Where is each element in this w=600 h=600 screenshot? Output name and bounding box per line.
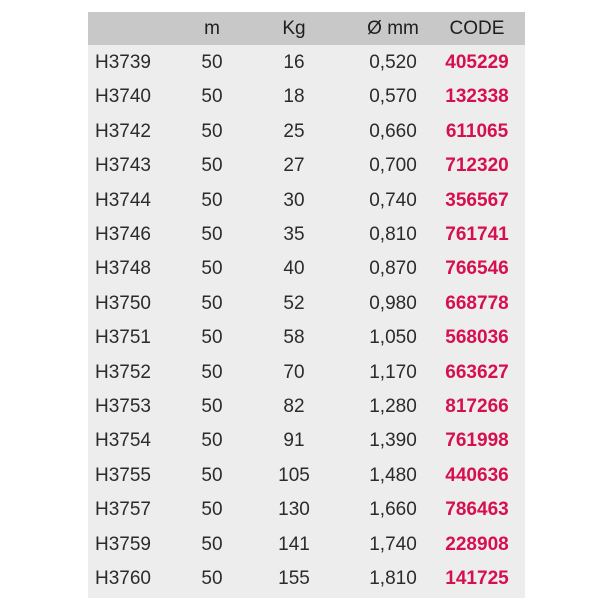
cell-ref: H3751 xyxy=(95,327,151,349)
cell-diameter: 1,390 xyxy=(369,430,417,452)
table-row xyxy=(88,562,525,596)
cell-ref: H3742 xyxy=(95,120,151,142)
cell-m: 50 xyxy=(201,258,223,280)
cell-m: 50 xyxy=(201,361,223,383)
table-row xyxy=(88,287,525,321)
table-row xyxy=(88,390,525,424)
table-header-row xyxy=(88,12,525,45)
cell-ref: H3739 xyxy=(95,52,151,73)
cell-m: 50 xyxy=(201,155,223,177)
header-kg: Kg xyxy=(282,17,306,39)
cell-m: 50 xyxy=(201,396,223,417)
table-row xyxy=(88,115,525,149)
cell-kg: 40 xyxy=(283,258,305,280)
cell-kg: 52 xyxy=(283,292,305,314)
cell-m: 50 xyxy=(201,327,223,349)
cell-ref: H3753 xyxy=(95,396,151,417)
cell-ref: H3757 xyxy=(95,499,151,521)
cell-code: 766546 xyxy=(445,258,509,280)
cell-code: 568036 xyxy=(445,327,509,349)
cell-code: 356567 xyxy=(445,189,509,211)
cell-kg: 30 xyxy=(283,189,305,211)
cell-diameter: 0,520 xyxy=(369,52,417,73)
cell-ref: H3760 xyxy=(95,568,151,589)
cell-diameter: 1,480 xyxy=(369,464,417,486)
cell-code: 663627 xyxy=(445,361,509,383)
header-m: m xyxy=(204,17,220,39)
cell-kg: 91 xyxy=(283,430,305,452)
table-row xyxy=(88,252,525,286)
cell-diameter: 1,810 xyxy=(369,568,417,589)
cell-kg: 58 xyxy=(283,327,305,349)
cell-code: 228908 xyxy=(445,533,509,555)
cell-code: 786463 xyxy=(445,499,509,521)
cell-code: 817266 xyxy=(445,396,509,417)
cell-diameter: 0,980 xyxy=(369,292,417,314)
cell-diameter: 0,810 xyxy=(369,224,417,245)
cell-ref: H3754 xyxy=(95,430,151,452)
cell-kg: 27 xyxy=(283,155,305,177)
table-row xyxy=(88,218,525,252)
table-row xyxy=(88,356,525,390)
cell-kg: 18 xyxy=(283,86,305,108)
cell-code: 761741 xyxy=(445,224,509,245)
cell-diameter: 1,050 xyxy=(369,327,417,349)
cell-code: 668778 xyxy=(445,292,509,314)
cell-m: 50 xyxy=(201,430,223,452)
cell-m: 50 xyxy=(201,499,223,521)
cell-ref: H3750 xyxy=(95,292,151,314)
cell-m: 50 xyxy=(201,464,223,486)
table-row xyxy=(88,184,525,218)
cell-code: 761998 xyxy=(445,430,509,452)
header-ref xyxy=(95,12,175,45)
cell-kg: 25 xyxy=(283,120,305,142)
cell-ref: H3748 xyxy=(95,258,151,280)
cell-diameter: 0,570 xyxy=(369,86,417,108)
cell-m: 50 xyxy=(201,52,223,73)
cell-code: 611065 xyxy=(445,120,509,142)
cell-ref: H3755 xyxy=(95,464,151,486)
header-diameter: Ø mm xyxy=(367,17,419,39)
cell-kg: 155 xyxy=(278,568,310,589)
cell-m: 50 xyxy=(201,120,223,142)
table-row xyxy=(88,80,525,114)
cell-ref: H3743 xyxy=(95,155,151,177)
cell-code: 712320 xyxy=(445,155,509,177)
cell-ref: H3744 xyxy=(95,189,151,211)
cell-kg: 70 xyxy=(283,361,305,383)
cell-diameter: 0,740 xyxy=(369,189,417,211)
cell-diameter: 0,700 xyxy=(369,155,417,177)
cell-code: 405229 xyxy=(445,52,509,73)
cell-m: 50 xyxy=(201,224,223,245)
cell-kg: 105 xyxy=(278,464,310,486)
cell-ref: H3752 xyxy=(95,361,151,383)
cell-diameter: 0,870 xyxy=(369,258,417,280)
cell-kg: 35 xyxy=(283,224,305,245)
table-row xyxy=(88,424,525,458)
cell-code: 141725 xyxy=(445,568,509,589)
cell-diameter: 1,170 xyxy=(369,361,417,383)
cell-code: 440636 xyxy=(445,464,509,486)
cell-code: 132338 xyxy=(445,86,509,108)
header-code: CODE xyxy=(449,17,505,39)
cell-kg: 130 xyxy=(278,499,310,521)
table-row xyxy=(88,493,525,527)
cell-ref: H3759 xyxy=(95,533,151,555)
spec-table xyxy=(88,12,525,598)
cell-kg: 82 xyxy=(283,396,305,417)
table-row xyxy=(88,149,525,183)
cell-m: 50 xyxy=(201,189,223,211)
cell-m: 50 xyxy=(201,86,223,108)
cell-kg: 16 xyxy=(283,52,305,73)
cell-m: 50 xyxy=(201,292,223,314)
table-row xyxy=(88,46,525,80)
cell-diameter: 0,660 xyxy=(369,120,417,142)
cell-m: 50 xyxy=(201,533,223,555)
cell-diameter: 1,280 xyxy=(369,396,417,417)
cell-diameter: 1,740 xyxy=(369,533,417,555)
cell-ref: H3740 xyxy=(95,86,151,108)
table-row xyxy=(88,459,525,493)
cell-m: 50 xyxy=(201,568,223,589)
cell-kg: 141 xyxy=(278,533,310,555)
cell-ref: H3746 xyxy=(95,224,151,245)
table-row xyxy=(88,321,525,355)
cell-diameter: 1,660 xyxy=(369,499,417,521)
table-row xyxy=(88,528,525,562)
